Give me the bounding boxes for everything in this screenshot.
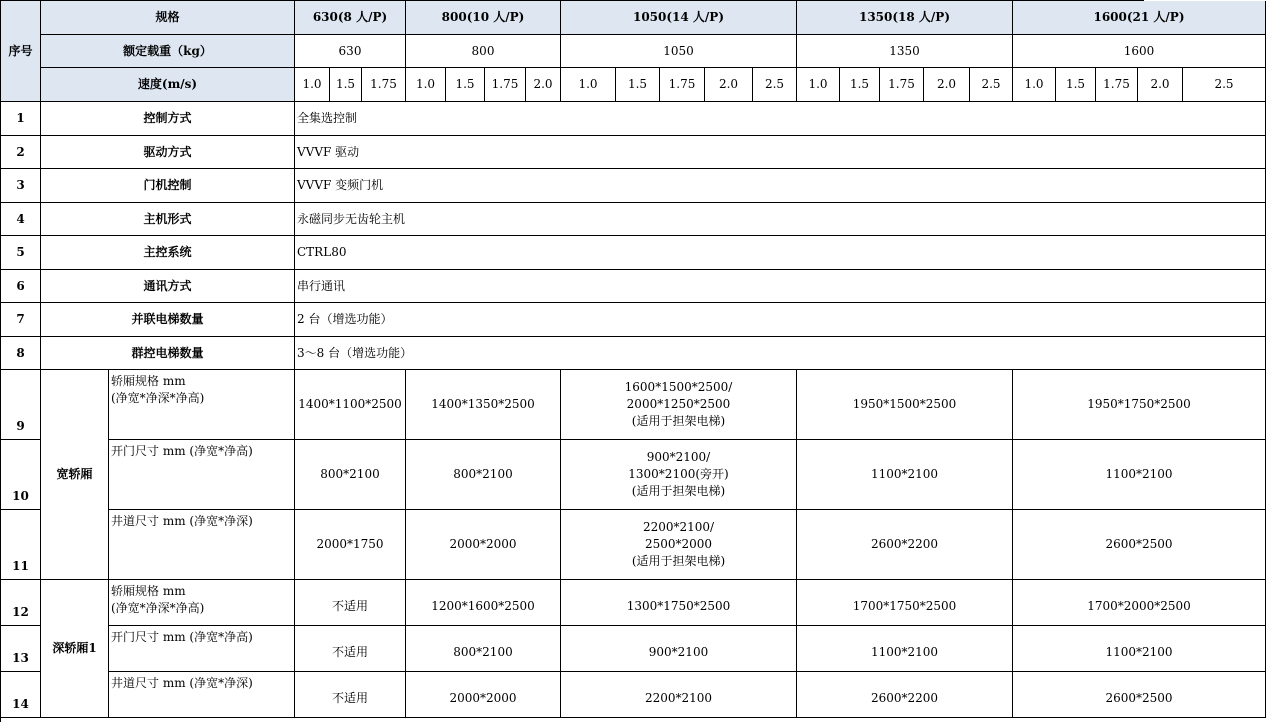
row-value: VVVF 驱动 (295, 136, 1266, 169)
row-label-line: 井道尺寸 mm (净宽*净深) (111, 514, 253, 528)
speed-cell: 1.0 (406, 68, 446, 102)
row-number: 13 (1, 626, 41, 672)
speed-cell: 1.0 (1013, 68, 1056, 102)
row-label: 门机控制 (41, 169, 295, 203)
spec-value-cell: 2000*2000 (406, 672, 561, 718)
speed-cell: 1.5 (1056, 68, 1096, 102)
row-number: 1 (1, 102, 41, 136)
row-label (109, 510, 295, 580)
spec-value-line: (适用于担架电梯) (631, 554, 726, 568)
car-group-label: 宽轿厢 (41, 370, 109, 580)
row-label: 群控电梯数量 (41, 337, 295, 370)
row-number: 10 (1, 440, 41, 510)
model-load-cell: 1050 (561, 35, 797, 68)
row-label-line: 轿厢规格 mm (111, 374, 186, 388)
speed-cell: 1.75 (880, 68, 924, 102)
speed-cell: 2.5 (1183, 68, 1266, 102)
row-label-line: 开门尺寸 mm (净宽*净高) (111, 630, 253, 644)
spec-value-cell: 1400*1350*2500 (406, 370, 561, 440)
spec-value-cell: 1950*1500*2500 (797, 370, 1013, 440)
row-label-line: (净宽*净深*净高) (111, 391, 205, 405)
spec-value-cell: 1700*1750*2500 (797, 580, 1013, 626)
spec-value-line: 2000*1250*2500 (626, 397, 731, 411)
row-label: 驱动方式 (41, 136, 295, 169)
model-spec-cell: 1050(14 人/P) (561, 1, 797, 35)
row-number: 4 (1, 203, 41, 236)
speed-cell: 2.5 (970, 68, 1013, 102)
row-label (109, 580, 295, 626)
speed-header: 速度(m/s) (41, 68, 295, 102)
row-value: 3～8 台（增选功能） (295, 337, 1266, 370)
row-label-line: 井道尺寸 mm (净宽*净深) (111, 676, 253, 690)
spec-header: 规格 (41, 1, 295, 35)
row-label (109, 626, 295, 672)
row-label-line: 开门尺寸 mm (净宽*净高) (111, 444, 253, 458)
row-label-line: 轿厢规格 mm (111, 584, 186, 598)
model-spec-cell: 1600(21 人/P) (1013, 1, 1266, 35)
speed-cell: 1.5 (330, 68, 362, 102)
row-value: 串行通讯 (295, 270, 1266, 303)
spec-value-cell: 2200*2100 (561, 672, 797, 718)
row-value: 永磁同步无齿轮主机 (295, 203, 1266, 236)
spec-value-cell: 不适用 (295, 580, 406, 626)
spec-value-line: 2200*2100/ (642, 520, 715, 534)
model-spec-cell: 800(10 人/P) (406, 1, 561, 35)
speed-cell: 2.0 (705, 68, 753, 102)
row-number: 2 (1, 136, 41, 169)
model-spec-cell: 1350(18 人/P) (797, 1, 1013, 35)
spec-value-cell: 800*2100 (406, 626, 561, 672)
spec-value-line: 900*2100/ (646, 450, 711, 464)
spec-value-cell: 1100*2100 (797, 440, 1013, 510)
load-header: 额定载重（kg） (41, 35, 295, 68)
speed-cell: 1.75 (485, 68, 526, 102)
spec-value-cell: 1700*2000*2500 (1013, 580, 1266, 626)
model-load-cell: 630 (295, 35, 406, 68)
row-number: 6 (1, 270, 41, 303)
row-value: VVVF 变频门机 (295, 169, 1266, 203)
row-number: 5 (1, 236, 41, 270)
car-group-label: 深轿厢1 (41, 580, 109, 718)
row-number: 9 (1, 370, 41, 440)
speed-cell: 2.5 (753, 68, 797, 102)
spec-value-cell (561, 370, 797, 440)
row-value: 全集选控制 (295, 102, 1266, 136)
spec-value-cell: 1100*2100 (1013, 440, 1266, 510)
speed-cell: 2.0 (1138, 68, 1183, 102)
speed-cell: 1.75 (660, 68, 705, 102)
spec-value-cell (561, 510, 797, 580)
row-label: 主控系统 (41, 236, 295, 270)
model-load-cell: 1600 (1013, 35, 1266, 68)
spec-value-cell: 2600*2200 (797, 672, 1013, 718)
row-label (109, 370, 295, 440)
seq-header: 序号 (1, 1, 41, 102)
model-load-cell: 1350 (797, 35, 1013, 68)
spec-value-cell: 800*2100 (295, 440, 406, 510)
spec-value-cell: 800*2100 (406, 440, 561, 510)
speed-cell: 1.5 (446, 68, 485, 102)
row-number: 11 (1, 510, 41, 580)
row-label: 主机形式 (41, 203, 295, 236)
row-number: 12 (1, 580, 41, 626)
speed-cell: 2.0 (526, 68, 561, 102)
model-spec-cell: 630(8 人/P) (295, 1, 406, 35)
speed-cell: 1.75 (1096, 68, 1138, 102)
spec-value-line: 2500*2000 (644, 537, 713, 551)
spec-value-cell: 2600*2500 (1013, 672, 1266, 718)
row-number: 14 (1, 672, 41, 718)
spec-value-line: 1600*1500*2500/ (624, 380, 733, 394)
spec-value-cell: 不适用 (295, 672, 406, 718)
speed-cell: 1.5 (840, 68, 880, 102)
row-value: CTRL80 (295, 236, 1266, 270)
row-number: 3 (1, 169, 41, 203)
spec-value-cell: 1400*1100*2500 (295, 370, 406, 440)
spec-value-cell: 不适用 (295, 626, 406, 672)
spec-value-line: (适用于担架电梯) (631, 414, 726, 428)
spec-value-cell: 2600*2200 (797, 510, 1013, 580)
row-label-line: (净宽*净深*净高) (111, 601, 205, 615)
speed-cell: 1.0 (295, 68, 330, 102)
spec-value-cell: 1200*1600*2500 (406, 580, 561, 626)
spec-value-line: (适用于担架电梯) (631, 484, 726, 498)
speed-cell: 1.0 (561, 68, 616, 102)
spec-value-cell: 1100*2100 (797, 626, 1013, 672)
row-label (109, 672, 295, 718)
spec-value-cell: 1300*1750*2500 (561, 580, 797, 626)
row-number: 7 (1, 303, 41, 337)
spec-value-line: 1300*2100(旁开) (628, 467, 729, 481)
speed-cell: 1.0 (797, 68, 840, 102)
spec-value-cell: 1100*2100 (1013, 626, 1266, 672)
row-label: 并联电梯数量 (41, 303, 295, 337)
spec-value-cell: 2000*2000 (406, 510, 561, 580)
row-label: 控制方式 (41, 102, 295, 136)
spec-value-cell: 2000*1750 (295, 510, 406, 580)
row-number: 8 (1, 337, 41, 370)
spec-value-cell (561, 440, 797, 510)
row-label (109, 440, 295, 510)
model-load-cell: 800 (406, 35, 561, 68)
speed-cell: 2.0 (924, 68, 970, 102)
spec-value-cell: 1950*1750*2500 (1013, 370, 1266, 440)
speed-cell: 1.75 (362, 68, 406, 102)
speed-cell: 1.5 (616, 68, 660, 102)
row-value: 2 台（增选功能） (295, 303, 1266, 337)
spec-value-cell: 2600*2500 (1013, 510, 1266, 580)
spec-value-cell: 900*2100 (561, 626, 797, 672)
row-label: 通讯方式 (41, 270, 295, 303)
